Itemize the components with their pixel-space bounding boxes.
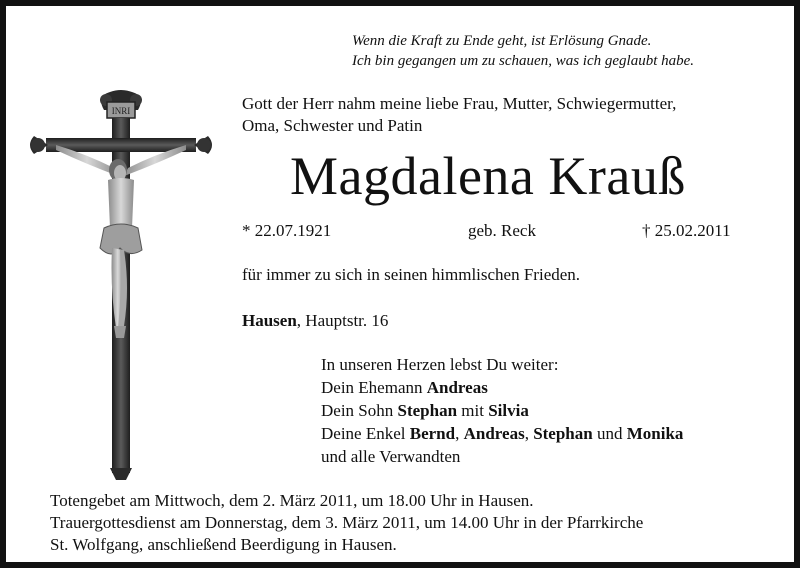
son-prefix: Dein Sohn [321, 401, 398, 420]
crucifix-icon [26, 88, 216, 483]
maiden-name: geb. Reck [468, 221, 536, 240]
son-mid: mit [457, 401, 489, 420]
grand-sep-3: und [592, 424, 627, 443]
spouse-prefix: Dein Ehemann [321, 378, 427, 397]
family-spouse [321, 377, 488, 399]
grandchild-2: Andreas [463, 424, 525, 443]
grandchild-4: Monika [626, 424, 684, 443]
address-place: Hausen [242, 311, 297, 330]
deceased-name: Magdalena Krauß [290, 146, 686, 206]
family-son [321, 400, 529, 422]
address-street: , Hauptstr. 16 [296, 311, 389, 330]
peace-line: für immer zu sich in seinen himmlischen Frieden. [242, 265, 581, 284]
motto-line-2: Ich bin gegangen um zu schauen, was ich geglaubt habe. [352, 53, 695, 69]
svg-text:INRI: INRI [111, 106, 131, 116]
grandchild-1: Bernd [409, 424, 456, 443]
birth-date: * 22.07.1921 [242, 221, 332, 240]
son-name: Stephan [397, 401, 458, 420]
motto-line-1: Wenn die Kraft zu Ende geht, ist Erlösung Gnade. [352, 33, 652, 49]
grand-sep-2: , [524, 424, 534, 443]
service-line-3: St. Wolfgang, anschließend Beerdigung in Hausen. [50, 535, 397, 554]
family-intro: In unseren Herzen lebst Du weiter: [321, 355, 559, 374]
spouse-name: Andreas [426, 378, 488, 397]
address [242, 310, 388, 332]
family-relatives: und alle Verwandten [321, 447, 461, 466]
intro-line-1: Gott der Herr nahm meine liebe Frau, Mutter, Schwiegermutter, [242, 94, 677, 113]
family-grandchildren [321, 423, 683, 445]
grandchild-3: Stephan [533, 424, 593, 443]
intro-line-2: Oma, Schwester und Patin [242, 116, 423, 135]
grand-sep-1: , [455, 424, 464, 443]
grand-prefix: Deine Enkel [321, 424, 410, 443]
death-date: † 25.02.2011 [642, 221, 731, 240]
service-line-2: Trauergottesdienst am Donnerstag, dem 3. März 2011, um 14.00 Uhr in der Pfarrkirche [50, 513, 644, 532]
service-line-1: Totengebet am Mittwoch, dem 2. März 2011, um 18.00 Uhr in Hausen. [50, 491, 534, 510]
daughter-in-law-name: Silvia [488, 401, 529, 420]
